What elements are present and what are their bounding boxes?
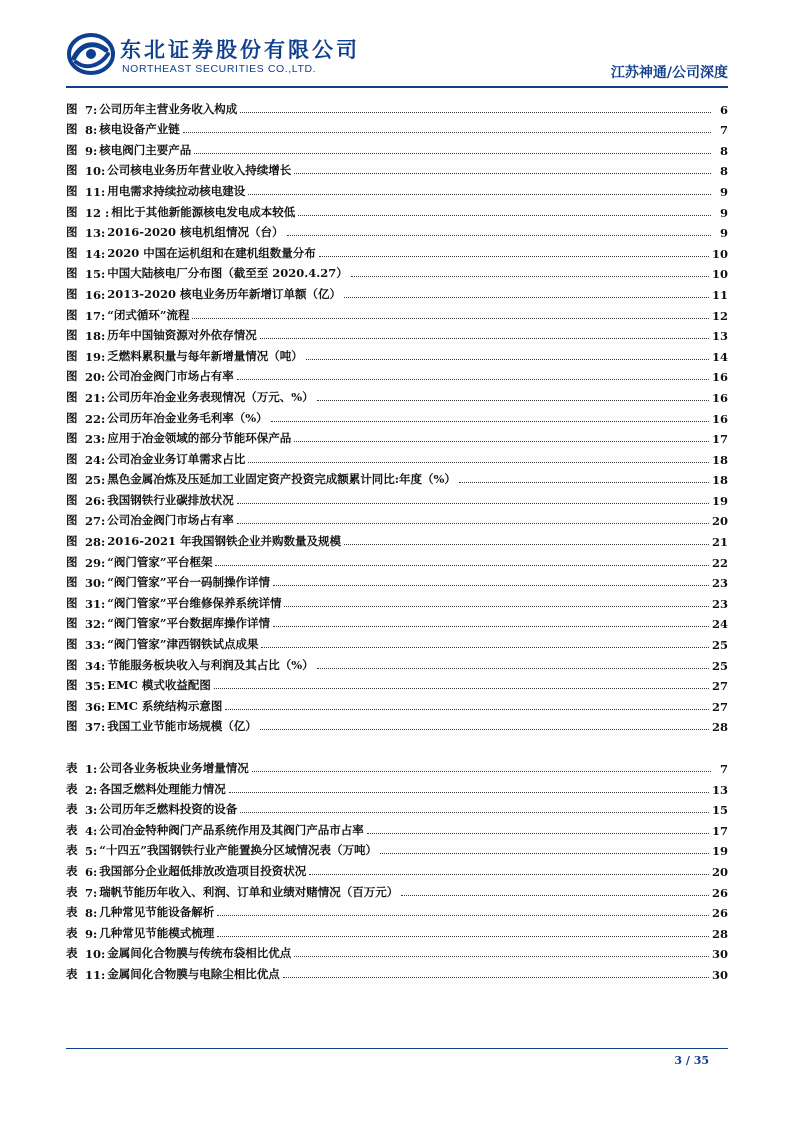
toc-entry-prefix: 图 [66,266,78,281]
toc-entry-title: 公司历年冶金业务表现情况（万元、%） [107,389,314,404]
toc-dot-leader [459,482,709,483]
figure-toc-entry[interactable] [66,426,728,447]
toc-entry-number: 25: [85,473,106,488]
toc-dot-leader [344,544,709,545]
toc-entry-number: 12 : [85,205,110,220]
toc-entry-prefix: 表 [66,966,78,981]
toc-entry-number: 8: [85,906,98,921]
toc-entry-number: 7: [85,102,98,117]
figure-toc-entry[interactable] [66,673,728,694]
toc-dot-leader [260,338,709,339]
toc-entry-title: 公司历年冶金业务毛利率（%） [107,410,268,425]
toc-dot-leader [217,915,709,916]
toc-entry-number: 9: [85,143,98,158]
figure-toc-entry[interactable] [66,446,728,467]
toc-dot-leader [248,194,711,195]
report-tag: 江苏神通/公司深度 [610,65,728,81]
toc-entry-page: 27 [711,679,728,694]
table-toc-entry[interactable] [66,838,728,859]
toc-entry-page: 7 [719,762,728,776]
toc-entry-page: 9 [719,226,728,241]
toc-dot-leader [284,606,709,607]
header-divider [66,86,728,88]
table-toc-entry[interactable] [66,900,728,921]
toc-entry-number: 35: [85,679,106,694]
toc-entry-title: 公司核电业务历年营业收入持续增长 [107,163,292,178]
toc-entry-number: 30: [85,576,106,591]
figure-toc-entry[interactable] [66,405,728,426]
company-name-cn: 东北证券股份有限公司 [120,38,360,62]
figure-toc-entry[interactable] [66,590,728,611]
table-of-contents [66,96,728,982]
toc-dot-leader [260,729,709,730]
toc-entry-number: 3: [85,803,98,818]
toc-entry-page: 20 [711,864,728,879]
toc-dot-leader [380,853,709,854]
toc-dot-leader [237,503,709,504]
figure-toc-entry[interactable] [66,178,728,199]
table-toc-entry[interactable] [66,817,728,838]
toc-entry-page: 12 [711,308,728,323]
figure-toc-entry[interactable] [66,96,728,117]
toc-entry-title: 各国乏燃料处理能力情况 [99,781,226,796]
toc-entry-page: 26 [711,906,728,921]
toc-entry-title: 历年中国铀资源对外依存情况 [107,328,257,343]
figure-toc-entry[interactable] [66,343,728,364]
toc-entry-prefix: 图 [66,163,78,178]
page-header [66,28,728,82]
toc-entry-title: 公司冶金阀门市场占有率 [107,513,234,528]
toc-entry-prefix: 图 [66,142,78,157]
table-toc-entry[interactable] [66,920,728,941]
toc-entry-title: 中国大陆核电厂分布图（截至至 2020.4.27） [107,266,348,281]
toc-entry-number: 29: [85,555,106,570]
toc-entry-title: 2016-2020 核电机组情况（台） [107,225,284,240]
toc-entry-title: 公司冶金特种阀门产品系统作用及其阀门产品市占率 [99,822,364,837]
toc-entry-number: 14: [85,246,106,261]
toc-entry-prefix: 图 [66,328,78,343]
toc-entry-page: 28 [711,720,728,735]
toc-entry-page: 13 [711,782,728,797]
toc-dot-leader [273,585,709,586]
table-toc-entry[interactable] [66,797,728,818]
toc-entry-page: 24 [711,617,728,632]
figure-toc-entry[interactable] [66,364,728,385]
toc-entry-title: EMC 系统结构示意图 [107,698,223,713]
toc-entry-prefix: 表 [66,884,78,899]
toc-dot-leader [344,297,709,298]
table-list [66,755,728,982]
toc-entry-title: 公司各业务板块业务增量情况 [99,761,249,775]
toc-entry-number: 36: [85,699,106,714]
toc-entry-page: 11 [711,287,728,302]
figure-toc-entry[interactable] [66,631,728,652]
toc-entry-title: 公司历年主营业务收入构成 [99,101,238,116]
toc-entry-title: 核电设备产业链 [99,122,180,137]
toc-entry-page: 9 [719,184,728,199]
toc-entry-number: 1: [85,762,98,776]
toc-entry-number: 37: [85,720,106,735]
toc-entry-prefix: 图 [66,389,78,404]
toc-entry-page: 25 [711,658,728,673]
toc-dot-leader [271,421,709,422]
toc-entry-page: 9 [719,205,728,220]
toc-dot-leader [298,215,711,216]
toc-entry-number: 11: [85,184,106,199]
toc-entry-number: 28: [85,535,106,550]
figure-toc-entry[interactable] [66,240,728,261]
toc-entry-title: 瑞帆节能历年收入、利润、订单和业绩对赌情况（百万元） [99,884,399,899]
table-toc-entry[interactable] [66,879,728,900]
figure-toc-entry[interactable] [66,714,728,735]
toc-entry-title: 核电阀门主要产品 [99,142,192,157]
table-toc-entry[interactable] [66,961,728,982]
table-toc-entry[interactable] [66,755,728,776]
page-number: 3 / 35 [674,1054,709,1067]
toc-entry-prefix: 图 [66,245,78,260]
toc-dot-leader [317,400,709,401]
toc-entry-number: 34: [85,658,106,673]
toc-entry-title: 应用于冶金领域的部分节能环保产品 [107,431,292,446]
toc-dot-leader [237,379,709,380]
toc-dot-leader [237,523,709,524]
toc-entry-title: 公司冶金业务订单需求占比 [107,451,246,466]
toc-entry-prefix: 图 [66,637,78,652]
toc-entry-prefix: 图 [66,698,78,713]
toc-entry-prefix: 图 [66,451,78,466]
figure-toc-entry[interactable] [66,487,728,508]
toc-entry-prefix: 图 [66,410,78,425]
toc-entry-title: 相比于其他新能源核电发电成本较低 [111,204,296,219]
toc-entry-prefix: 表 [66,781,78,796]
toc-entry-page: 8 [719,164,728,179]
toc-dot-leader [252,771,711,772]
toc-dot-leader [294,441,709,442]
figure-list [66,96,728,734]
toc-entry-number: 20: [85,370,106,385]
toc-dot-leader [229,792,709,793]
toc-entry-page: 15 [711,803,728,818]
figure-toc-entry[interactable] [66,199,728,220]
figure-toc-entry[interactable] [66,158,728,179]
toc-entry-page: 6 [719,102,728,117]
toc-entry-prefix: 图 [66,513,78,528]
footer-divider [66,1048,728,1049]
toc-entry-page: 17 [711,823,728,838]
toc-entry-page: 10 [711,246,728,261]
toc-entry-prefix: 图 [66,431,78,446]
toc-dot-leader [240,112,711,113]
toc-dot-leader [401,895,709,896]
toc-entry-title: 公司冶金阀门市场占有率 [107,369,234,384]
toc-entry-number: 21: [85,390,106,405]
toc-entry-title: 2020 中国在运机组和在建机组数量分布 [107,245,316,260]
toc-entry-number: 2: [85,782,98,797]
toc-entry-page: 19 [711,844,728,859]
figure-toc-entry[interactable] [66,137,728,158]
toc-entry-page: 27 [711,699,728,714]
toc-entry-prefix: 表 [66,863,78,878]
figure-toc-entry[interactable] [66,302,728,323]
toc-entry-number: 24: [85,452,106,467]
toc-entry-prefix: 图 [66,101,78,116]
figure-toc-entry[interactable] [66,117,728,138]
toc-entry-number: 23: [85,432,106,447]
toc-dot-leader [215,565,709,566]
toc-entry-number: 16: [85,287,106,302]
toc-entry-title: 我国部分企业超低排放改造项目投资状况 [99,863,307,878]
toc-dot-leader [287,235,711,236]
toc-entry-number: 6: [85,864,98,879]
toc-entry-page: 19 [711,493,728,508]
toc-entry-page: 14 [711,349,728,364]
toc-entry-prefix: 图 [66,307,78,322]
toc-entry-title: 金属间化合物膜与电除尘相比优点 [107,966,280,981]
toc-entry-number: 11: [85,967,106,982]
toc-entry-prefix: 图 [66,225,78,240]
toc-entry-number: 7: [85,885,98,900]
toc-entry-page: 23 [711,576,728,591]
toc-entry-page: 16 [711,370,728,385]
toc-entry-number: 31: [85,596,106,611]
toc-entry-number: 26: [85,493,106,508]
toc-entry-number: 4: [85,823,98,838]
toc-entry-title: 黑色金属冶炼及压延加工业固定资产投资完成额累计同比:年度（%） [107,472,456,487]
toc-entry-prefix: 表 [66,905,78,920]
toc-entry-prefix: 表 [66,843,78,858]
toc-entry-page: 23 [711,596,728,611]
toc-entry-page: 16 [711,411,728,426]
toc-entry-number: 5: [85,844,98,859]
toc-entry-page: 28 [711,926,728,941]
toc-entry-title: “阀门管家”津西钢铁试点成果 [107,637,259,652]
toc-entry-number: 8: [85,123,98,138]
toc-dot-leader [273,626,709,627]
toc-entry-title: 公司历年乏燃料投资的设备 [99,802,238,817]
toc-dot-leader [214,688,709,689]
table-toc-entry[interactable] [66,776,728,797]
figure-toc-entry[interactable] [66,528,728,549]
toc-entry-page: 18 [711,473,728,488]
toc-entry-page: 10 [711,267,728,282]
toc-dot-leader [306,359,709,360]
toc-entry-prefix: 图 [66,534,78,549]
toc-entry-title: “阀门管家”平台一码制操作详情 [107,575,270,590]
toc-entry-page: 16 [711,390,728,405]
figure-toc-entry[interactable] [66,570,728,591]
toc-entry-title: 节能服务板块收入与利润及其占比（%） [107,657,314,672]
toc-dot-leader [261,647,709,648]
toc-entry-prefix: 表 [66,822,78,837]
toc-dot-leader [192,318,709,319]
toc-entry-prefix: 图 [66,616,78,631]
toc-entry-number: 17: [85,308,106,323]
toc-entry-prefix: 图 [66,492,78,507]
toc-entry-prefix: 图 [66,595,78,610]
toc-dot-leader [217,936,709,937]
northeast-securities-logo-icon [66,32,116,76]
toc-entry-page: 7 [719,123,728,138]
figure-toc-entry[interactable] [66,467,728,488]
toc-entry-number: 9: [85,926,98,941]
toc-entry-number: 13: [85,226,106,241]
toc-entry-prefix: 表 [66,761,78,775]
toc-entry-prefix: 图 [66,204,78,219]
toc-dot-leader [317,668,709,669]
company-name-en: NORTHEAST SECURITIES CO.,LTD. [122,63,317,75]
toc-entry-title: EMC 模式收益配图 [107,678,211,693]
toc-entry-number: 19: [85,349,106,364]
toc-entry-page: 30 [711,967,728,982]
toc-entry-prefix: 图 [66,472,78,487]
toc-entry-number: 15: [85,267,106,282]
toc-entry-prefix: 图 [66,183,78,198]
toc-dot-leader [294,956,709,957]
toc-entry-title: “阀门管家”平台数据库操作详情 [107,616,270,631]
toc-dot-leader [367,833,709,834]
toc-dot-leader [183,132,711,133]
toc-entry-page: 13 [711,329,728,344]
table-toc-entry[interactable] [66,941,728,962]
toc-dot-leader [248,462,709,463]
toc-entry-number: 27: [85,514,106,529]
toc-entry-page: 25 [711,638,728,653]
toc-entry-title: 用电需求持续拉动核电建设 [107,183,246,198]
toc-entry-title: 几种常见节能设备解析 [99,905,215,920]
toc-dot-leader [351,276,709,277]
toc-entry-prefix: 图 [66,719,78,734]
toc-entry-prefix: 图 [66,369,78,384]
toc-entry-page: 21 [711,535,728,550]
figure-toc-entry[interactable] [66,323,728,344]
figure-toc-entry[interactable] [66,549,728,570]
toc-dot-leader [194,153,711,154]
toc-dot-leader [240,812,709,813]
toc-dot-leader [319,256,709,257]
toc-entry-page: 22 [711,555,728,570]
figure-toc-entry[interactable] [66,220,728,241]
toc-dot-leader [225,709,709,710]
toc-entry-title: 2013-2020 核电业务历年新增订单额（亿） [107,286,342,301]
toc-entry-title: 我国钢铁行业碳排放状况 [107,492,234,507]
figure-toc-entry[interactable] [66,384,728,405]
toc-entry-prefix: 图 [66,657,78,672]
figure-toc-entry[interactable] [66,281,728,302]
toc-entry-prefix: 表 [66,946,78,961]
toc-entry-number: 10: [85,164,106,179]
figure-toc-entry[interactable] [66,508,728,529]
toc-entry-prefix: 图 [66,575,78,590]
toc-entry-prefix: 表 [66,925,78,940]
toc-dot-leader [294,173,711,174]
toc-dot-leader [309,874,709,875]
toc-entry-title: “十四五”我国钢铁行业产能置换分区域情况表（万吨） [99,843,377,858]
figure-toc-entry[interactable] [66,611,728,632]
toc-entry-title: “阀门管家”平台框架 [107,554,213,569]
toc-entry-page: 17 [711,432,728,447]
toc-entry-number: 22: [85,411,106,426]
toc-entry-title: “阀门管家”平台维修保养系统详情 [107,595,282,610]
toc-entry-prefix: 图 [66,286,78,301]
figure-toc-entry[interactable] [66,693,728,714]
toc-entry-title: “闭式循环”流程 [107,307,190,322]
toc-entry-prefix: 表 [66,802,78,817]
toc-entry-page: 26 [711,885,728,900]
figure-toc-entry[interactable] [66,652,728,673]
toc-dot-leader [283,977,709,978]
toc-entry-title: 我国工业节能市场规模（亿） [107,719,257,734]
toc-entry-page: 18 [711,452,728,467]
toc-entry-number: 33: [85,638,106,653]
toc-entry-title: 几种常见节能模式梳理 [99,925,215,940]
figure-toc-entry[interactable] [66,261,728,282]
toc-entry-prefix: 图 [66,348,78,363]
table-toc-entry[interactable] [66,858,728,879]
toc-entry-prefix: 图 [66,122,78,137]
toc-entry-page: 20 [711,514,728,529]
toc-entry-number: 32: [85,617,106,632]
toc-entry-page: 30 [711,947,728,962]
toc-entry-title: 2016-2021 年我国钢铁企业并购数量及规模 [107,534,342,549]
toc-entry-title: 乏燃料累积量与每年新增量情况（吨） [107,348,303,363]
toc-entry-title: 金属间化合物膜与传统布袋相比优点 [107,946,292,961]
toc-entry-prefix: 图 [66,678,78,693]
toc-entry-page: 8 [719,143,728,158]
toc-entry-prefix: 图 [66,554,78,569]
toc-entry-number: 10: [85,947,106,962]
toc-entry-number: 18: [85,329,106,344]
